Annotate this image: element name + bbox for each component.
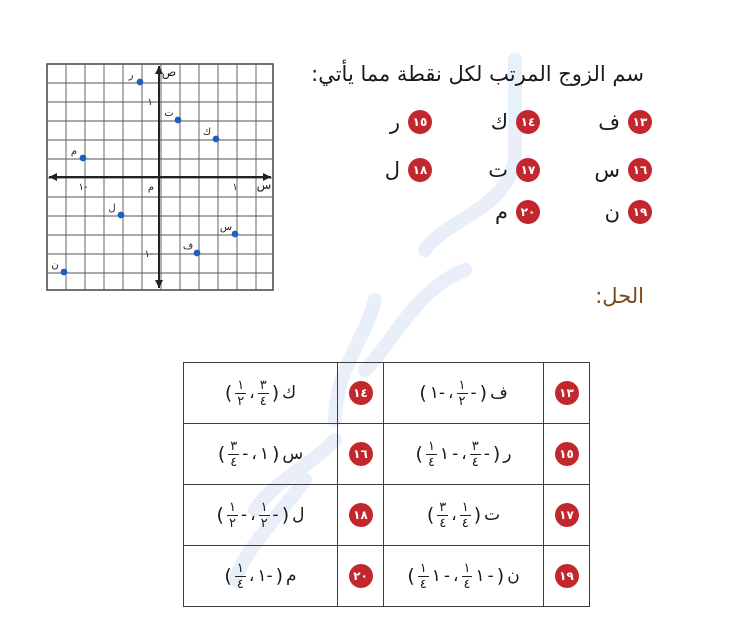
answer-number-badge: ١٥	[555, 442, 579, 466]
table-row	[184, 485, 590, 546]
problem-number-badge: ١٦	[628, 158, 652, 182]
fraction: $\frac{٣}{٤}$	[259, 377, 267, 409]
problem-number-badge: ١٣	[628, 110, 652, 134]
answer-cell: ف ( - $\frac{١}{٢}$ ، -١ )	[384, 363, 544, 424]
y-tick-label: ١-	[144, 249, 154, 260]
answer-number-badge: ٢٠	[349, 564, 373, 588]
answer-number-cell	[338, 363, 384, 424]
comma-separator: ،	[249, 383, 255, 403]
x-tick-label: ١	[232, 182, 238, 193]
problem-number-badge: ١٤	[516, 110, 540, 134]
coordinate-value: - ١ $\frac{١}{٤}$	[427, 438, 459, 470]
answers-table	[183, 362, 590, 607]
fraction: $\frac{١}{٢}$	[458, 377, 466, 409]
answer-cell: س ( ١ ، - $\frac{٣}{٤}$ )	[184, 424, 338, 485]
fraction: $\frac{١}{٤}$	[461, 499, 469, 531]
problem-item	[390, 110, 432, 134]
fraction: $\frac{٣}{٤}$	[230, 438, 238, 470]
point-label: م	[494, 200, 508, 224]
answer-cell: ر ( - $\frac{٣}{٤}$ ، - ١ $\frac{١}{٤}$ )	[384, 424, 544, 485]
x-tick-label: ١-	[78, 182, 88, 193]
graph-point	[118, 212, 125, 219]
fraction: $\frac{١}{٢}$	[228, 499, 236, 531]
problem-number-badge: ٢٠	[516, 200, 540, 224]
problem-item	[605, 200, 652, 224]
answer-point-label: ك	[282, 383, 297, 403]
point-label: ف	[598, 110, 620, 134]
graph-point-label: ك	[202, 127, 212, 138]
comma-separator: ،	[248, 566, 255, 586]
coordinate-value: - $\frac{١}{٢}$	[260, 499, 279, 531]
point-label: ت	[488, 158, 508, 182]
graph-point-label: ل	[108, 203, 116, 214]
graph-point-label: ن	[51, 260, 59, 271]
problem-item	[491, 110, 540, 134]
graph-point	[232, 231, 239, 238]
fraction: $\frac{١}{٤}$	[463, 560, 471, 592]
point-label: ر	[389, 110, 400, 134]
answer-number-cell	[544, 546, 590, 607]
graph-point-label: ت	[164, 108, 174, 119]
answer-number-badge: ١٤	[349, 381, 373, 405]
coordinate-value: ١	[259, 444, 269, 464]
answer-point-label: ر	[503, 444, 512, 464]
comma-separator: ،	[251, 444, 257, 464]
x-axis-label: س	[256, 178, 272, 192]
point-label: ن	[604, 200, 620, 224]
fraction: $\frac{٣}{٤}$	[439, 499, 447, 531]
answer-number-badge: ١٦	[349, 442, 373, 466]
coordinate-value: -١	[429, 383, 446, 403]
answer-number-badge: ١٣	[555, 381, 579, 405]
answer-cell: ك ( $\frac{٣}{٤}$ ، $\frac{١}{٢}$ )	[184, 363, 338, 424]
answer-number-badge: ١٧	[555, 503, 579, 527]
answer-cell: ت ( $\frac{١}{٤}$ ، $\frac{٣}{٤}$ )	[384, 485, 544, 546]
problem-item	[385, 158, 432, 182]
answer-cell: ن ( - ١ $\frac{١}{٤}$ ، - ١ $\frac{١}{٤}$ )	[384, 546, 544, 607]
answer-point-label: ل	[292, 505, 305, 525]
answer-number-cell	[338, 424, 384, 485]
answer-number-cell	[544, 485, 590, 546]
fraction: $\frac{١}{٤}$	[236, 560, 244, 592]
graph-point-label: ر	[128, 70, 134, 81]
comma-separator: ،	[451, 505, 457, 525]
problem-number-badge: ١٩	[628, 200, 652, 224]
answer-point-label: ن	[507, 566, 520, 586]
graph-point	[194, 250, 201, 257]
answer-number-badge: ١٩	[555, 564, 579, 588]
coordinate-value: - ١ $\frac{١}{٤}$	[419, 560, 450, 592]
answer-number-badge: ١٨	[349, 503, 373, 527]
exercise-heading: سم الزوج المرتب لكل نقطة مما يأتي:	[311, 62, 644, 86]
table-row	[184, 363, 590, 424]
problem-number-badge: ١٥	[408, 110, 432, 134]
comma-separator: ،	[448, 383, 454, 403]
point-label: ك	[490, 110, 508, 134]
comma-separator: ،	[453, 566, 459, 586]
point-label: ل	[384, 158, 400, 182]
coordinate-value	[235, 379, 246, 408]
answer-point-label: م	[286, 566, 297, 586]
fraction: $\frac{١}{٢}$	[260, 499, 268, 531]
fraction: $\frac{١}{٢}$	[237, 377, 245, 409]
coordinate-value: - ١ $\frac{١}{٤}$	[463, 560, 494, 592]
answer-cell: ل ( - $\frac{١}{٢}$ ، - $\frac{١}{٢}$ )	[184, 485, 338, 546]
fraction: $\frac{١}{٤}$	[419, 560, 427, 592]
graph-point	[80, 155, 87, 162]
problem-item	[594, 158, 652, 182]
graph-point-label: س	[219, 222, 233, 233]
answer-number-cell	[338, 485, 384, 546]
table-row	[184, 546, 590, 607]
coordinate-value	[460, 501, 471, 530]
comma-separator: ،	[461, 444, 467, 464]
coordinate-value	[437, 501, 448, 530]
answer-number-cell	[544, 363, 590, 424]
origin-label: م	[147, 182, 155, 193]
graph-point	[137, 79, 144, 86]
problem-item	[488, 158, 540, 182]
answer-number-cell	[338, 546, 384, 607]
problem-item	[495, 200, 540, 224]
coordinate-value: - $\frac{١}{٢}$	[228, 499, 248, 531]
answer-point-label: س	[282, 444, 304, 464]
answer-number-cell	[544, 424, 590, 485]
coordinate-value: - $\frac{١}{٢}$	[458, 377, 477, 409]
coordinate-value: - $\frac{٣}{٤}$	[230, 438, 249, 470]
problem-number-badge: ١٨	[408, 158, 432, 182]
solution-heading: الحل:	[595, 284, 644, 308]
coordinate-grid	[45, 62, 275, 292]
coordinate-value: -١	[257, 566, 273, 586]
y-tick-label: ١	[147, 97, 153, 108]
coordinate-value: - $\frac{٣}{٤}$	[471, 438, 490, 470]
answer-cell: م ( -١ ، $\frac{١}{٤}$ )	[184, 546, 338, 607]
problem-item	[598, 110, 652, 134]
answer-point-label: ف	[490, 383, 508, 403]
y-axis-label: ص	[161, 65, 177, 79]
coordinate-value	[235, 562, 246, 591]
graph-point-label: م	[70, 146, 78, 157]
problem-number-badge: ١٧	[516, 158, 540, 182]
comma-separator: ،	[250, 505, 256, 525]
fraction: $\frac{١}{٤}$	[427, 438, 435, 470]
graph-point	[61, 269, 68, 276]
graph-point	[175, 117, 182, 124]
coordinate-value	[258, 379, 269, 408]
fraction: $\frac{٣}{٤}$	[471, 438, 479, 470]
table-row	[184, 424, 590, 485]
graph-point	[213, 136, 220, 143]
answer-point-label: ت	[484, 505, 501, 525]
point-label: س	[594, 158, 620, 182]
graph-point-label: ف	[182, 241, 194, 252]
